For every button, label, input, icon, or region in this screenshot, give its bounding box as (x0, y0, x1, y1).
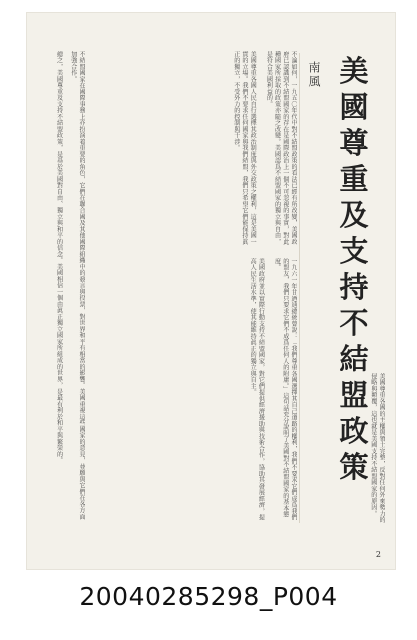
paragraph: 美國尊重各國人民自行選擇其政治制度與外交政策之權利，這是美國一貫的立場。我們不要求任何國家與我們結盟，我們只希望它們能保持眞正的獨立，不受外力的控制與干涉。 (232, 51, 257, 245)
title-char: 策 (339, 450, 369, 484)
paragraph: 一九六一年甘迺迪總統曾說：「我們尊重各國選擇其自己道路的權利，我們不要求它們成爲我們的盟友，我們只要求它們不成爲任何人的附庸。」這句話充分說明了美國對不結盟國家的基本態度。 (273, 258, 297, 521)
title-char: 不 (339, 306, 369, 340)
title-char: 支 (339, 234, 369, 268)
column-divider (299, 53, 300, 523)
paragraph: 美國政府並以實際行動支持不結盟國家，對它們提供經濟援助與技術合作，協助其發展經濟，提高人民生活水準，使其能維持眞正的獨立與自主。 (249, 258, 265, 521)
title-char: 尊 (339, 126, 369, 160)
title-char: 結 (339, 342, 369, 376)
title-char: 國 (339, 90, 369, 124)
page-number: 2 (375, 550, 381, 559)
body-text-lower (89, 258, 297, 523)
author-byline: 南風 (307, 61, 321, 89)
archive-id-caption: 20040285298_P004 (79, 582, 338, 611)
title-char: 政 (339, 414, 369, 448)
title-char: 盟 (339, 378, 369, 412)
magazine-page (27, 13, 395, 569)
body-text-right (305, 373, 385, 523)
paragraph: 不論如何，一九五〇年代中對不結盟政策的看法已經有所改變，美國政府已認識到不結盟國家的存在是國際政治上一個不可忽視的事實，對此種國家所採取的政策亦隨之改變。美國認爲不結盟國家的獨立與自由，是符合美國利益的。 (265, 51, 297, 245)
title-char: 美 (339, 54, 369, 88)
title-char: 持 (339, 270, 369, 304)
paragraph: 不結盟國家在國際事務上亦扮演着重要的角色，它們在聯合國及其他國際組織中的發言與投票，對世界和平有相當的影響。美國重視這些國家的意見，並願與它們在各方面加強合作。 (69, 51, 85, 520)
body-text-upper (89, 51, 297, 249)
paragraph: 美國尊重各國的主權與領土完整，反對任何外來勢力的侵略與顛覆，這也就是美國支持不結盟國家的原因。 (369, 373, 385, 523)
title-char: 及 (339, 198, 369, 232)
body-text-left (37, 51, 85, 523)
title-char: 重 (339, 162, 369, 196)
paragraph: 總之，美國尊重及支持不結盟政策，是基於美國對自由、獨立與和平的信念。美國相信一個由眞正獨立國家所組成的世界，是最有利於和平與繁榮的。 (55, 51, 63, 464)
